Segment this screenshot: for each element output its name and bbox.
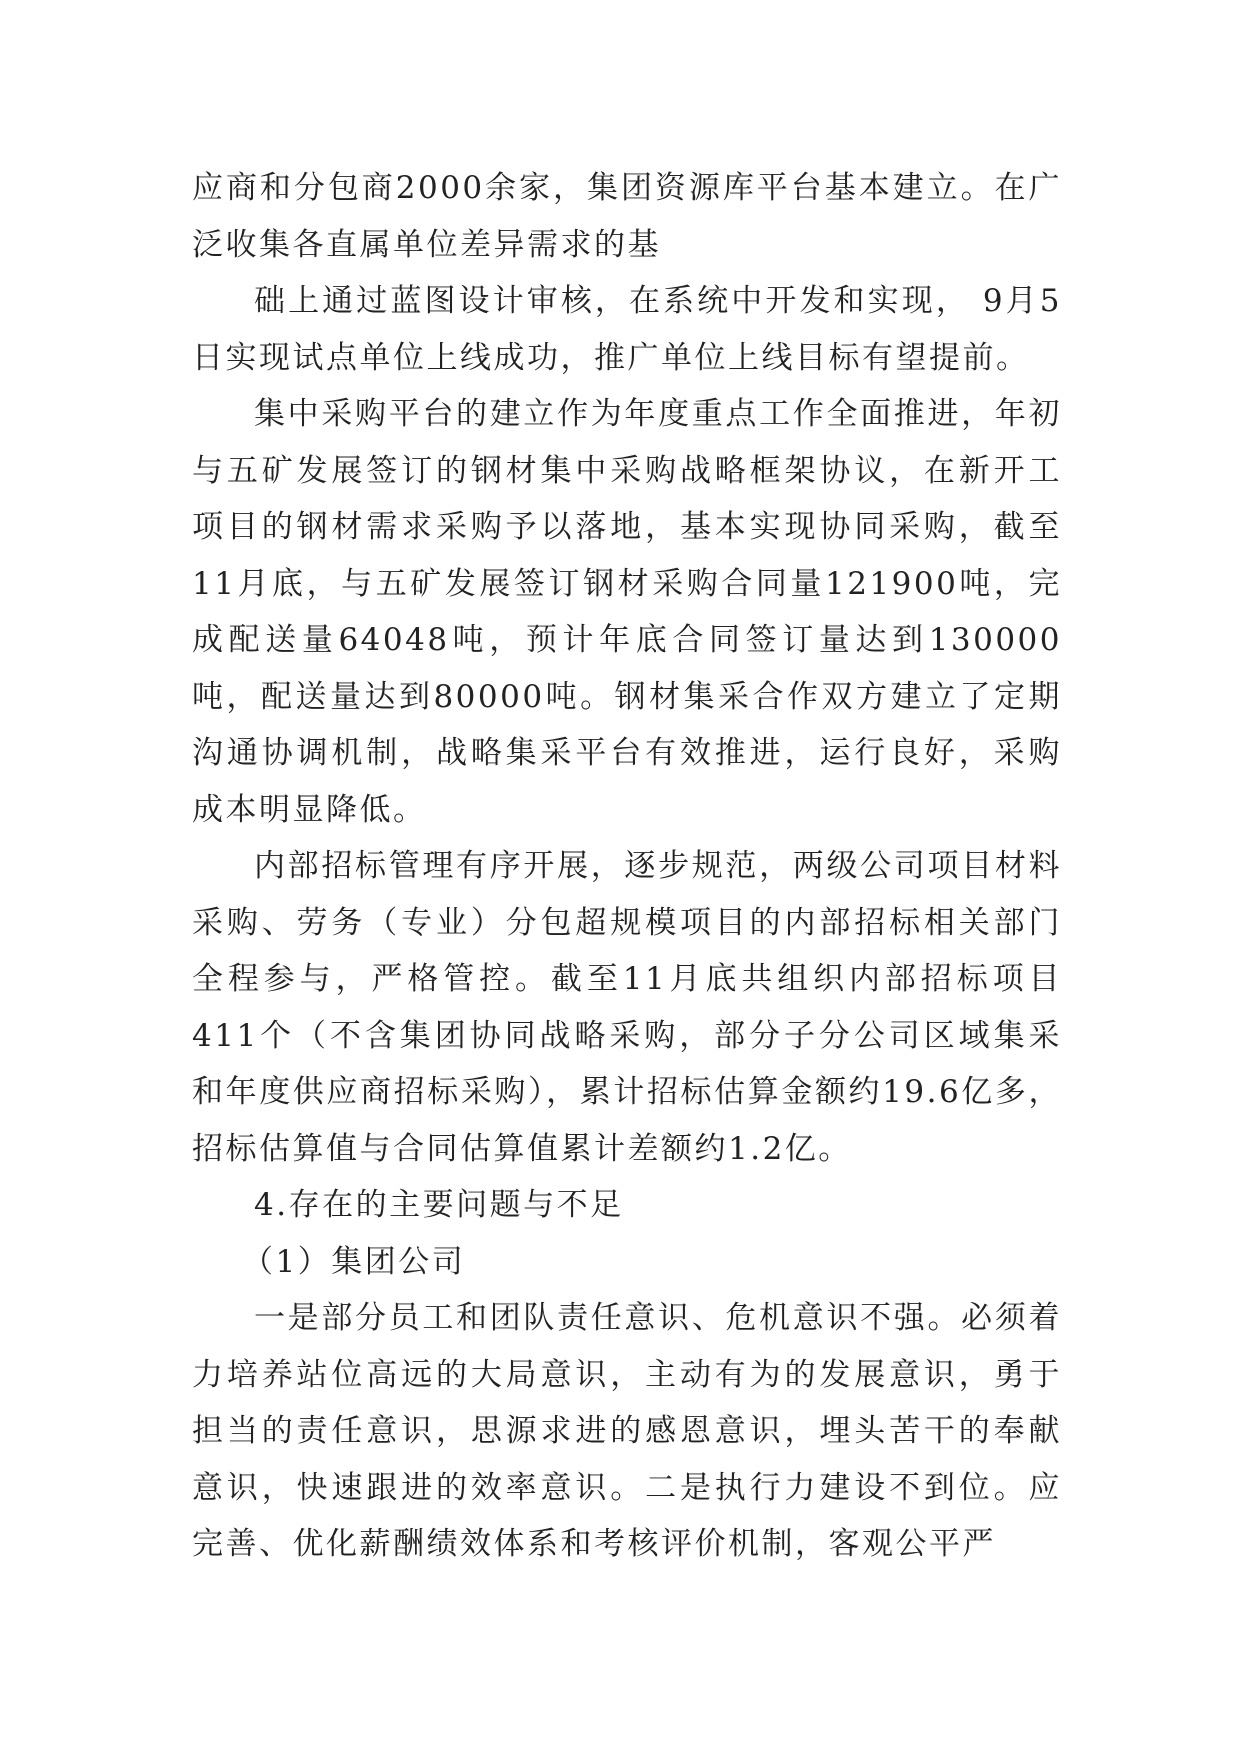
paragraph-continuation: 应商和分包商2000余家，集团资源库平台基本建立。在广泛收集各直属单位差异需求的基: [192, 170, 1062, 263]
paragraph-system-launch: 础上通过蓝图设计审核，在系统中开发和实现， 9月5日实现试点单位上线成功，推广单位上线目标有望提前。: [192, 283, 1062, 376]
paragraph-internal-bidding: 内部招标管理有序开展，逐步规范，两级公司项目材料采购、劳务（专业）分包超规模项目的内部招标相关部门全程参与，严格管控。截至11月底共组织内部招标项目411个（不含集团协同战略采购，部分子分公司区域集采和年度供应商招标采购），累计招标估算金额约19.6亿多，招标估算值与合同估算值累计差额约1.2亿。: [192, 848, 1062, 1167]
paragraph-problems: 一是部分员工和团队责任意识、危机意识不强。必须着力培养站位高远的大局意识，主动有为的发展意识，勇于担当的责任意识，思源求进的感恩意识，埋头苦干的奉献意识，快速跟进的效率意识。二是执行力建设不到位。应完善、优化薪酬绩效体系和考核评价机制，客观公平严: [192, 1300, 1062, 1562]
section-heading: 4.存在的主要问题与不足: [254, 1187, 624, 1223]
document-body: [192, 160, 1062, 1573]
paragraph-centralized-procurement: 集中采购平台的建立作为年度重点工作全面推进，年初与五矿发展签订的钢材集中采购战略框架协议，在新开工项目的钢材需求采购予以落地，基本实现协同采购，截至11月底，与五矿发展签订钢材采购合同量121900吨，完成配送量64048吨，预计年底合同签订量达到130000吨，配送量达到80000吨。钢材集采合作双方建立了定期沟通协调机制，战略集采平台有效推进，运行良好，采购成本明显降低。: [192, 396, 1062, 828]
subsection-heading: （1）集团公司: [242, 1243, 466, 1280]
